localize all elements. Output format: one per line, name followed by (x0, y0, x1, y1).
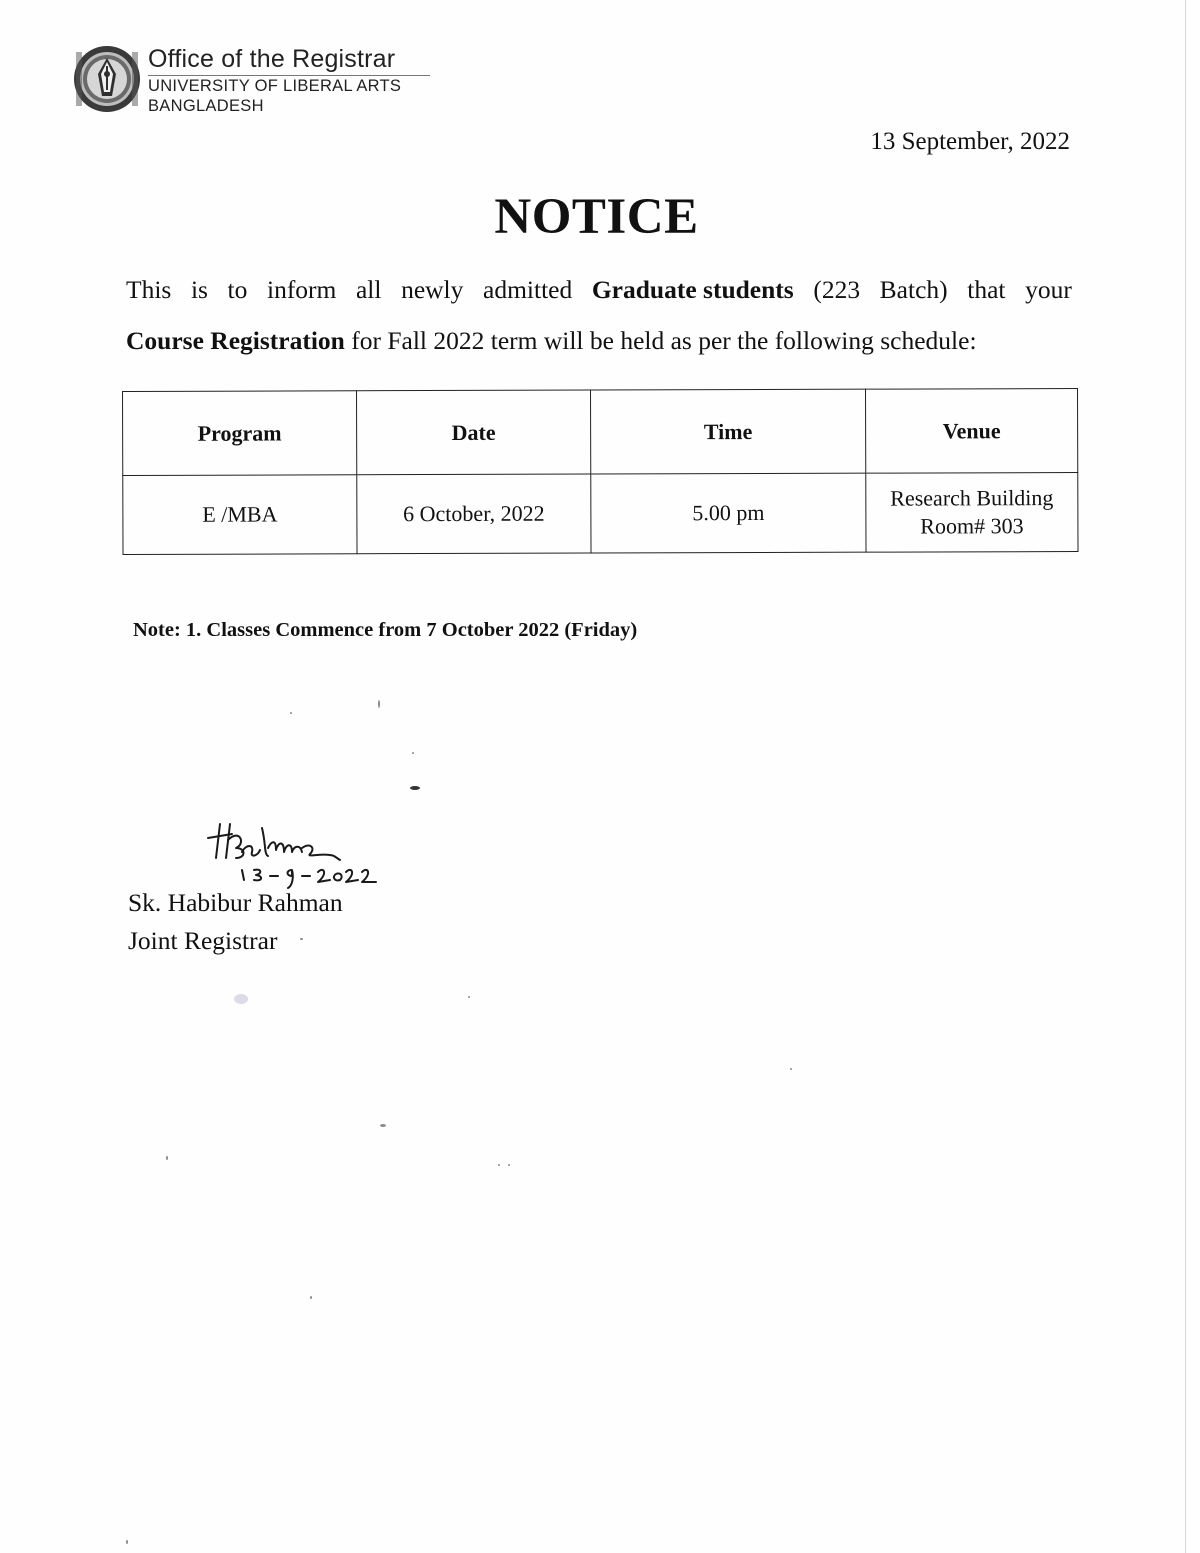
speck (378, 700, 380, 708)
signatory-name: Sk. Habibur Rahman (128, 888, 343, 917)
word: your (1025, 275, 1072, 304)
notice-paragraph (126, 272, 1072, 359)
word: all (355, 275, 382, 304)
header-time: Time (590, 389, 865, 474)
word: This (126, 275, 172, 304)
speck (468, 996, 470, 998)
notice-title: NOTICE (494, 189, 699, 245)
paragraph-line-2 (126, 323, 1072, 359)
word: admitted (483, 275, 573, 304)
course-registration-highlight: Course Registration (126, 326, 345, 355)
word: is (190, 275, 208, 304)
header-venue: Venue (865, 388, 1077, 473)
header-program: Program (123, 391, 357, 476)
speck (790, 1068, 792, 1070)
letterhead-text (148, 44, 430, 116)
signatory-block (128, 884, 343, 960)
word: (223 (813, 275, 861, 304)
speck (498, 1164, 500, 1166)
venue-building: Research Building (890, 485, 1054, 511)
paragraph-line-1 (126, 272, 1072, 308)
speck (290, 712, 292, 714)
speck (126, 1540, 128, 1544)
cell-venue (866, 472, 1078, 552)
speck (234, 994, 248, 1004)
speck (412, 752, 414, 754)
notice-date: 13 September, 2022 (870, 128, 1070, 155)
speck (300, 938, 303, 940)
schedule-table (122, 388, 1079, 555)
cell-program: E /MBA (123, 475, 357, 555)
audience-highlight: Graduate students (591, 275, 794, 304)
word: to (227, 275, 248, 304)
speck (410, 786, 420, 790)
signatory-title: Joint Registrar (128, 926, 278, 955)
header-date: Date (357, 390, 591, 475)
table-row (123, 472, 1078, 554)
speck (166, 1156, 168, 1160)
letterhead (72, 44, 430, 116)
university-name: UNIVERSITY OF LIBERAL ARTS (148, 77, 402, 95)
speck (508, 1164, 510, 1166)
table-header-row (123, 388, 1078, 475)
university-crest-icon (72, 44, 142, 114)
word: that (967, 275, 1006, 304)
speck (310, 1296, 312, 1299)
paragraph-line-2-text: for Fall 2022 term will be held as per the following schedule: (344, 326, 977, 355)
word: Batch) (879, 275, 948, 304)
speck (380, 1124, 386, 1127)
word: newly (401, 275, 464, 304)
word: inform (266, 275, 337, 304)
country-name: BANGLADESH (148, 97, 264, 115)
office-name: Office of the Registrar (148, 44, 430, 76)
note-text: Note: 1. Classes Commence from 7 October 2022 (Friday) (133, 619, 638, 641)
cell-time: 5.00 pm (591, 473, 866, 553)
cell-date: 6 October, 2022 (357, 474, 591, 554)
venue-room: Room# 303 (920, 513, 1024, 539)
handwritten-signature (206, 818, 396, 892)
